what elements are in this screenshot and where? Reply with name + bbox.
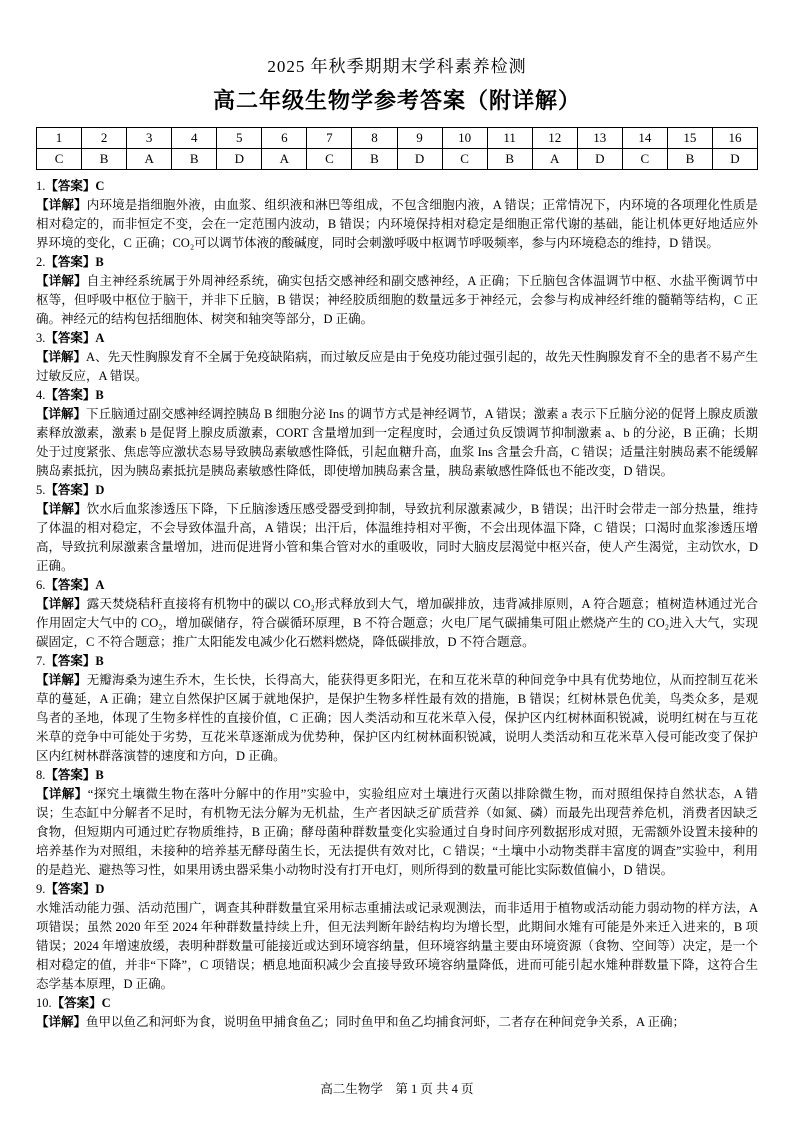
answer-item	[36, 652, 758, 766]
detail-paragraph	[36, 405, 758, 481]
question-number-cell: 16	[712, 128, 757, 149]
answer-letter-cell: D	[577, 149, 622, 170]
answer-letter-cell: B	[172, 149, 217, 170]
answer-item	[36, 177, 758, 253]
question-number: 3.	[36, 331, 46, 345]
detail-text: 内环境是指细胞外液，由血浆、组织液和淋巴等组成，不包含细胞内液，A 错误；正常情况下，内环境的各项理化性质是相对稳定的，而非恒定不变，会在一定范围内波动，B 错误；内环境保持相对稳定是细胞正常代谢的基础，能让机体更好地适应外界环境的变化，C 正确；CO₂可以调节体液的酸碱度，同时会刺激呼吸中枢调节呼吸频率，参与内环境稳态的维持，D 错误。	[36, 198, 758, 250]
detail-paragraph	[36, 785, 758, 880]
answer-letter-cell: C	[442, 149, 487, 170]
answer-table-letter-row	[37, 149, 758, 170]
answer-label: 【答案】	[45, 179, 96, 193]
answer-value: B	[95, 654, 104, 668]
answer-letter-cell: D	[712, 149, 757, 170]
detail-label: 【详解】	[36, 274, 87, 288]
answer-label: 【答案】	[45, 388, 96, 402]
answer-item	[36, 766, 758, 880]
answer-table-number-row	[37, 128, 758, 149]
question-number: 5.	[36, 483, 46, 497]
answer-line	[36, 576, 758, 595]
detail-paragraph	[36, 595, 758, 652]
detail-label: 【详解】	[36, 1015, 87, 1029]
question-number-cell: 15	[667, 128, 712, 149]
answer-letter-cell: D	[397, 149, 442, 170]
detail-text: 鱼甲以鱼乙和河虾为食，说明鱼甲捕食鱼乙；同时鱼甲和鱼乙均捕食河虾，二者存在种间竞争关系，A 正确；	[86, 1015, 685, 1029]
detail-text: 下丘脑通过副交感神经调控胰岛 B 细胞分泌 Ins 的调节方式是神经调节，A 错误；激素 a 表示下丘脑分泌的促肾上腺皮质激素释放激素，激素 b 是促肾上腺皮质激素，CORT 含量增加到一定程度时，会通过负反馈调节抑制激素 a、b 的分泌，B 正确；长期处于过度紧张、焦虑等应激状态易导致胰岛素敏感性降低，引起血糖升高，血浆 Ins 含量会升高，C 错误；适量注射胰岛素不能缓解胰岛素抵抗，因为胰岛素抵抗是胰岛素敏感性降低，即使增加胰岛素含量，胰岛素敏感性降低也不能改变，D 错误。	[36, 407, 758, 478]
detail-text: 饮水后血浆渗透压下降，下丘脑渗透压感受器受到抑制，导致抗利尿激素减少，B 错误；出汗时会带走一部分热量，维持了体温的相对稳定，不会导致体温升高，A 错误；出汗后，体温维持相对平衡，不会出现体温下降，C 错误；口渴时血浆渗透压增高，导致抗利尿激素含量增加，进而促进肾小管和集合管对水的重吸收，同时大脑皮层渴觉中枢兴奋，使人产生渴觉，主动饮水，D 正确。	[36, 502, 758, 573]
answer-label: 【答案】	[45, 331, 96, 345]
question-number: 7.	[36, 654, 46, 668]
detail-paragraph	[36, 272, 758, 329]
detail-label: 【详解】	[36, 787, 88, 801]
answer-letter-cell: B	[667, 149, 712, 170]
answer-value: A	[95, 331, 105, 345]
detail-text: A、先天性胸腺发育不全属于免疫缺陷病，而过敏反应是由于免疫功能过强引起的，故先天性胸腺发育不全的患者不易产生过敏反应，A 错误。	[36, 350, 758, 383]
document-subtitle: 高二年级生物学参考答案（附详解）	[212, 88, 581, 113]
answer-line	[36, 652, 758, 671]
question-number-cell: 11	[487, 128, 532, 149]
detail-label: 【详解】	[36, 407, 87, 421]
answer-label: 【答案】	[45, 578, 96, 592]
detail-text: 水雉活动能力强、活动范围广，调查其种群数量宜采用标志重捕法或记录观测法，而非适用于植物或活动能力弱动物的样方法，A 项错误；虽然 2020 年至 2024 年种群数量持续上升，但无法判断年龄结构均为增长型，此期间水雉有可能是外来迁入进来的，B 项错误；2024 年增速放缓，表明种群数量可能接近或达到环境容纳量，但环境容纳量主要由环境资源（食物、空间等）决定，是一个相对稳定的值，并非“下降”，C 项错误；栖息地面积减少会直接导致环境容纳量降低，进而可能引起水雉种群数量下降，这符合生态学基本原理，D 正确。	[36, 901, 758, 991]
answer-value: B	[95, 388, 104, 402]
answer-letter-cell: B	[352, 149, 397, 170]
detail-text: “探究土壤微生物在落叶分解中的作用”实验中，实验组应对土壤进行灭菌以排除微生物，而对照组保持自然状态，A 错误；生态缸中分解者不足时，有机物无法分解为无机盐，生产者因缺乏矿质营养（如氮、磷）而最先出现营养危机，消费者因缺乏食物，但短期内可通过贮存物质维持，B 正确；酵母菌种群数量变化实验通过自身时间序列数据形成对照，无需额外设置未接种的培养基作为对照组，未接种的培养基无酵母菌生长，无法提供有效对比，C 错误；“土壤中小动物类群丰富度的调查”实验中，利用的是趋光、避热等习性，如果用诱虫器采集小动物时没有打开电灯，则所得到的数量可能比实际数值偏小，D 错误。	[36, 787, 758, 877]
answer-line	[36, 481, 758, 500]
document-title: 2025 年秋季期期末学科素养检测	[267, 57, 527, 76]
question-number-cell: 13	[577, 128, 622, 149]
answer-value: D	[95, 882, 105, 896]
detail-paragraph	[36, 899, 758, 994]
answer-line	[36, 766, 758, 785]
question-number-cell: 2	[82, 128, 127, 149]
detail-text: 自主神经系统属于外周神经系统，确实包括交感神经和副交感神经，A 正确；下丘脑包含体温调节中枢、水盐平衡调节中枢等，但呼吸中枢位于脑干，并非下丘脑，B 错误；神经胶质细胞的数量远多于神经元，会参与构成神经纤维的髓鞘等结构，C 正确。神经元的结构包括细胞体、树突和轴突等部分，D 正确。	[36, 274, 758, 326]
answer-table	[36, 127, 758, 170]
answer-item	[36, 880, 758, 994]
question-number-cell: 8	[352, 128, 397, 149]
question-number-cell: 1	[37, 128, 82, 149]
answer-label: 【答案】	[45, 483, 96, 497]
answer-letter-cell: A	[532, 149, 577, 170]
answer-value: B	[95, 255, 104, 269]
detail-paragraph	[36, 348, 758, 386]
detail-label: 【详解】	[36, 502, 87, 516]
answer-line	[36, 177, 758, 196]
question-number-cell: 3	[127, 128, 172, 149]
answer-item	[36, 481, 758, 576]
answer-item	[36, 576, 758, 652]
answer-letter-cell: B	[82, 149, 127, 170]
answer-item	[36, 329, 758, 386]
question-number-cell: 5	[217, 128, 262, 149]
detail-paragraph	[36, 671, 758, 766]
answer-letter-cell: A	[127, 149, 172, 170]
answer-letter-cell: C	[37, 149, 82, 170]
question-number-cell: 14	[622, 128, 667, 149]
answer-letter-cell: A	[262, 149, 307, 170]
items-container	[36, 177, 758, 1032]
detail-text: 露天焚烧秸秆直接将有机物中的碳以 CO₂形式释放到大气，增加碳排放，违背减排原则，A 符合题意；植树造林通过光合作用固定大气中的 CO₂，增加碳储存，符合碳循环原理，B 不符合题意；火电厂尾气碳捕集可阻止燃烧产生的 CO₂进入大气，实现碳固定，C 不符合题意；推广太阳能发电减少化石燃料燃烧，降低碳排放，D 不符合题意。	[36, 597, 758, 649]
answer-line	[36, 880, 758, 899]
answer-letter-cell: C	[622, 149, 667, 170]
detail-text: 无瓣海桑为速生乔木，生长快，长得高大，能获得更多阳光，在和互花米草的种间竞争中具有优势地位，从而控制互花米草的蔓延，A 正确；建立自然保护区属于就地保护，是保护生物多样性最有效的措施，B 错误；红树林景色优美，鸟类众多，是观鸟者的圣地，体现了生物多样性的直接价值，C 正确；因人类活动和互花米草入侵，保护区内红树林面积锐减，说明红树在与互花米草的竞争中可能处于劣势，互花米草逐渐成为优势种，保护区内红树林面积锐减，说明人类活动和互花米草入侵可能改变了保护区内红树林群落演替的速度和方向，D 正确。	[36, 673, 758, 763]
answer-item	[36, 253, 758, 329]
detail-label: 【详解】	[36, 673, 87, 687]
question-number: 9.	[36, 882, 46, 896]
detail-paragraph	[36, 196, 758, 253]
detail-label: 【详解】	[36, 198, 87, 212]
answer-letter-cell: C	[307, 149, 352, 170]
answer-value: D	[95, 483, 105, 497]
answer-label: 【答案】	[45, 255, 96, 269]
detail-label: 【详解】	[36, 597, 87, 611]
answer-line	[36, 386, 758, 405]
answer-item	[36, 386, 758, 481]
answer-label: 【答案】	[45, 882, 96, 896]
page-footer: 高二生物学 第 1 页 共 4 页	[320, 1082, 474, 1096]
question-number-cell: 7	[307, 128, 352, 149]
question-number: 4.	[36, 388, 46, 402]
question-number-cell: 10	[442, 128, 487, 149]
question-number-cell: 9	[397, 128, 442, 149]
question-number: 2.	[36, 255, 46, 269]
answer-label: 【答案】	[51, 996, 102, 1010]
answer-item	[36, 994, 758, 1032]
answer-line	[36, 329, 758, 348]
answer-value: C	[101, 996, 111, 1010]
answer-value: A	[95, 578, 105, 592]
answer-letter-cell: B	[487, 149, 532, 170]
question-number-cell: 6	[262, 128, 307, 149]
question-number: 10.	[36, 996, 52, 1010]
answer-value: B	[95, 768, 104, 782]
detail-label: 【详解】	[36, 350, 87, 364]
answer-value: C	[95, 179, 105, 193]
answer-letter-cell: D	[217, 149, 262, 170]
question-number-cell: 4	[172, 128, 217, 149]
answer-line	[36, 994, 758, 1013]
question-number: 6.	[36, 578, 46, 592]
detail-paragraph	[36, 500, 758, 576]
detail-paragraph	[36, 1013, 758, 1032]
answer-line	[36, 253, 758, 272]
question-number-cell: 12	[532, 128, 577, 149]
question-number: 8.	[36, 768, 46, 782]
answer-label: 【答案】	[45, 768, 96, 782]
question-number: 1.	[36, 179, 46, 193]
answer-label: 【答案】	[45, 654, 96, 668]
